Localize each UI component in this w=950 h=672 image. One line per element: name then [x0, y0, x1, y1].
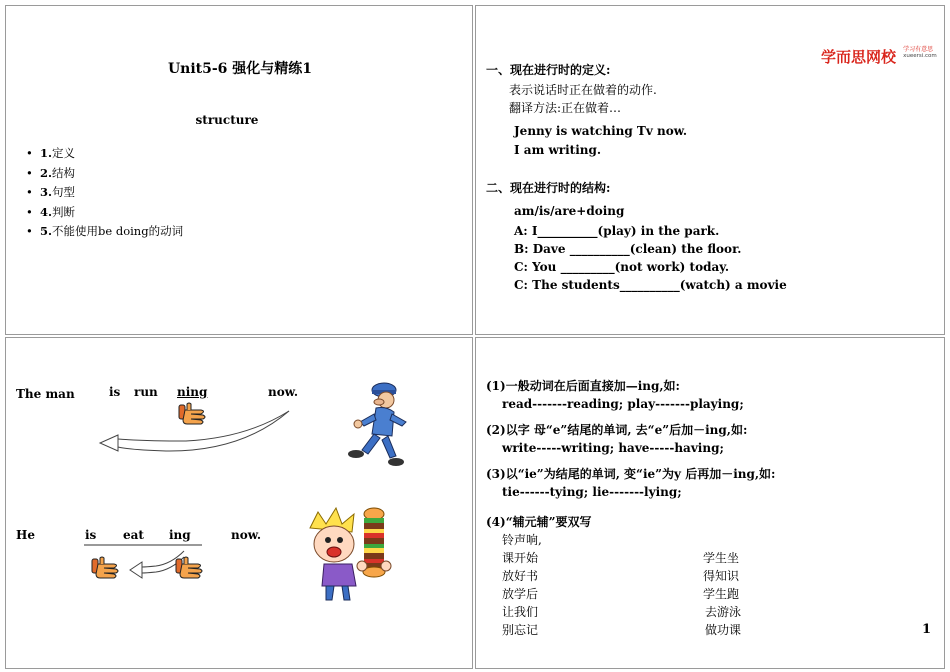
definition-heading: 一、现在进行时的定义: — [486, 63, 611, 77]
row2-subject: He — [16, 528, 35, 542]
list-item: • 2.结构 — [26, 165, 76, 180]
rule4-title: (4)“辅元辅”要双写 — [486, 515, 592, 529]
rhyme-right: 去游泳 — [705, 605, 742, 619]
rule-example: read-------reading; play-------playing; — [502, 397, 744, 411]
rhyme-right: 得知识 — [703, 569, 740, 583]
slide1-subtitle: structure — [195, 113, 259, 127]
boy-eating-burger-icon — [304, 506, 394, 606]
rhyme-left: 别忘记 — [502, 623, 539, 637]
rhyme-right: 学生坐 — [703, 551, 740, 565]
slide-1 — [5, 5, 473, 335]
rhyme-left: 课开始 — [502, 551, 539, 565]
exercise-line: B: Dave __________(clean) the floor. — [514, 242, 742, 256]
translation-text: 翻译方法:正在做着… — [509, 101, 622, 115]
pointing-hand-icon — [90, 556, 122, 582]
slide-4 — [475, 337, 945, 669]
logo-sub: 学习有意思 — [903, 46, 934, 53]
row2-base: eat — [123, 528, 144, 542]
list-item: • 3.句型 — [26, 185, 76, 199]
slide1-title: Unit5-6 强化与精练1 — [167, 61, 313, 77]
list-item: • 4.判断 — [26, 204, 76, 219]
row1-base: run — [134, 385, 158, 399]
exercise-line: C: You _________(not work) today. — [514, 260, 730, 274]
rhyme-left: 让我们 — [502, 605, 539, 619]
rhyme-left: 放好书 — [502, 569, 539, 583]
structure-formula: am/is/are+doing — [514, 204, 625, 218]
page-number: 1 — [922, 622, 932, 637]
exercise-line: C: The students__________(watch) a movie — [514, 278, 787, 292]
list-item: • 5.不能使用be doing的动词 — [26, 224, 184, 238]
slide1-bullet-list — [26, 144, 183, 242]
row1-end: now. — [268, 385, 299, 399]
rule-title: (3)以“ie”为结尾的单词, 变“ie”为y 后再加－ing,如: — [486, 467, 776, 481]
rule-example: tie------tying; lie-------lying; — [502, 485, 682, 499]
row2-end: now. — [231, 528, 262, 542]
rule-example: write-----writing; have-----having; — [502, 441, 724, 455]
curved-arrow-icon — [6, 338, 474, 670]
rule-title: (1)一般动词在后面直接加—ing,如: — [486, 379, 680, 393]
logo-main: 学而思网校 — [821, 48, 897, 66]
rhyme-right: 做功课 — [705, 623, 742, 637]
row2-verb: is — [85, 528, 97, 542]
rhyme-intro: 铃声响, — [502, 533, 542, 547]
row1-verb: is — [109, 385, 121, 399]
rhyme-left: 放学后 — [502, 587, 539, 601]
slide-2 — [475, 5, 945, 335]
row1-suffix: ning — [177, 385, 208, 399]
definition-text: 表示说话时正在做着的动作. — [509, 83, 657, 97]
pointing-hand-icon — [174, 556, 206, 582]
structure-heading: 二、现在进行时的结构: — [486, 181, 611, 195]
list-item: • 1.定义 — [26, 146, 76, 160]
rhyme-right: 学生跑 — [703, 587, 740, 601]
exercise-line: A: I__________(play) in the park. — [514, 224, 720, 238]
rule-title: (2)以字 母“e”结尾的单词, 去“e”后加－ing,如: — [486, 423, 748, 437]
logo-url: xueersi.com — [903, 53, 937, 59]
row2-suffix: ing — [169, 528, 191, 542]
row1-subject: The man — [16, 387, 75, 401]
slide-3 — [5, 337, 473, 669]
logo — [821, 46, 937, 67]
example-sentence: Jenny is watching Tv now. — [514, 124, 688, 138]
example-sentence: I am writing. — [514, 143, 602, 157]
